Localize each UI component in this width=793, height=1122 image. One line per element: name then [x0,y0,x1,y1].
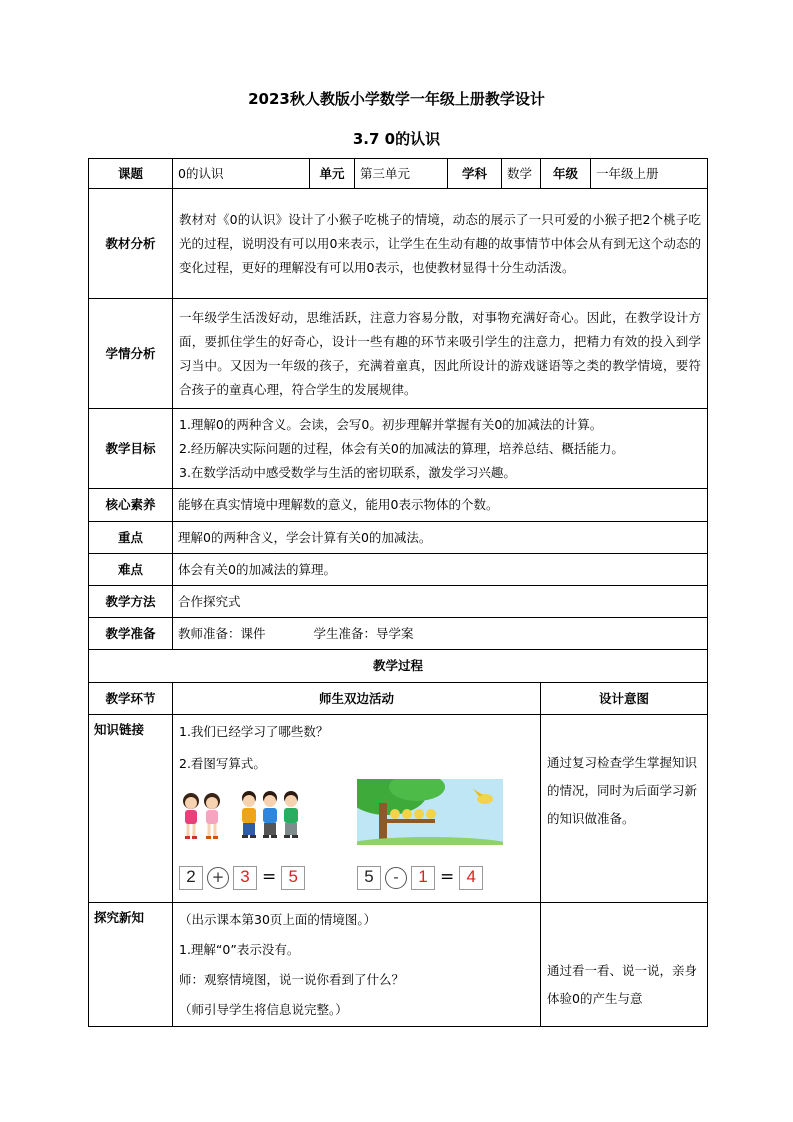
explore-line: 1.理解“0”表示没有。 [179,942,300,957]
prep-text [173,618,708,650]
lesson-title: 3.7 0的认识 [352,130,441,148]
col-activity: 师生双边活动 [173,683,541,715]
minus-icon: - [385,867,407,889]
process-header-row [89,683,708,715]
unit-value: 第三单元 [355,159,448,189]
topic-label: 课题 [89,159,173,189]
topic-value: 0的认识 [173,159,310,189]
birds-picture-group [357,779,503,892]
col-intent: 设计意图 [541,683,708,715]
explore-line: （出示课本第30页上面的情境图。） [179,912,377,927]
explore-line: （师引导学生将信息说完整。） [179,1002,348,1017]
difficulty-row [89,554,708,586]
link-activity [173,715,541,903]
prep-row [89,618,708,650]
literacy-row [89,489,708,522]
method-row [89,586,708,618]
children-picture [179,779,319,851]
method-text: 合作探究式 [173,586,708,618]
eq1-term-2: 3 [233,866,257,890]
difficulty-label: 难点 [89,554,173,586]
eq1-term-1: 2 [179,866,203,890]
goals-row [89,409,708,489]
eq2-term-2: 1 [411,866,435,890]
goal-item: 1.理解0的两种含义。会读，会写0。初步理解并掌握有关0的加减法的计算。 [179,416,603,432]
link-intent: 通过复习检查学生掌握知识的情况，同时为后面学习新的知识做准备。 [541,715,708,903]
difficulty-text: 体会有关0的加减法的算理。 [173,554,708,586]
key-label: 重点 [89,522,173,554]
goal-item: 2.经历解决实际问题的过程，体会有关0的加减法的算理，培养总结、概括能力。 [179,440,624,456]
link-label: 知识链接 [89,715,173,903]
picture-equations [179,779,534,892]
student-prep: 学生准备：导学案 [313,625,414,641]
birds-tree-picture [357,779,503,845]
explore-label: 探究新知 [89,903,173,1027]
addition-equation [179,863,319,892]
goals-list [173,409,708,489]
col-stage: 教学环节 [89,683,173,715]
prep-label: 教学准备 [89,618,173,650]
grade-value: 一年级上册 [591,159,708,189]
process-heading-row [89,650,708,683]
method-label: 教学方法 [89,586,173,618]
eq1-result: 5 [281,866,305,890]
link-row [89,715,708,903]
literacy-text: 能够在真实情境中理解数的意义，能用0表示物体的个数。 [173,489,708,522]
eq2-term-1: 5 [357,866,381,890]
subject-value: 数学 [502,159,541,189]
eq1-equals: = [262,867,277,888]
explore-activity [173,903,541,1027]
explore-line: 师：观察情境图，说一说你看到了什么？ [179,972,405,987]
subtraction-equation [357,863,503,892]
literacy-label: 核心素养 [89,489,173,522]
explore-intent: 通过看一看、说一说，亲身体验0的产生与意 [541,903,708,1027]
students-text: 一年级学生活泼好动，思维活跃，注意力容易分散，对事物充满好奇心。因此，在教学设计方面，要抓住学生的好奇心，设计一些有趣的环节来吸引学生的注意力，把精力有效的投入到学习当中。又因为一年级的孩子，充满着童真，因此所设计的游戏谜语等之类的教学情境，要符合孩子的童真心理，符合学生的发展规律。 [173,299,708,409]
textbook-row [89,189,708,299]
goals-label: 教学目标 [89,409,173,489]
unit-label: 单元 [310,159,355,189]
textbook-label: 教材分析 [89,189,173,299]
goal-item: 3.在数学活动中感受数学与生活的密切联系，激发学习兴趣。 [179,464,516,480]
link-line-2: 2.看图写算式。 [179,756,266,771]
plus-icon: + [207,867,229,889]
info-row [89,159,708,189]
process-heading: 教学过程 [89,650,708,683]
lesson-plan-table [88,158,708,1027]
textbook-text: 教材对《0的认识》设计了小猴子吃桃子的情境，动态的展示了一只可爱的小猴子把2个桃子吃光的过程，说明没有可以用0来表示，让学生在生动有趣的故事情节中体会从有到无这个动态的变化过程，更好的理解没有可以用0表示，也使教材显得十分生动活泼。 [173,189,708,299]
key-text: 理解0的两种含义，学会计算有关0的加减法。 [173,522,708,554]
document-title: 2023秋人教版小学数学一年级上册教学设计 [248,90,545,108]
students-label: 学情分析 [89,299,173,409]
link-line-1: 1.我们已经学习了哪些数？ [179,724,329,739]
teacher-prep: 教师准备：课件 [178,625,266,641]
students-row [89,299,708,409]
children-picture-group [179,779,319,892]
subject-label: 学科 [448,159,502,189]
explore-row [89,903,708,1027]
key-row [89,522,708,554]
eq2-result: 4 [459,866,483,890]
eq2-equals: = [440,867,455,888]
grade-label: 年级 [541,159,591,189]
